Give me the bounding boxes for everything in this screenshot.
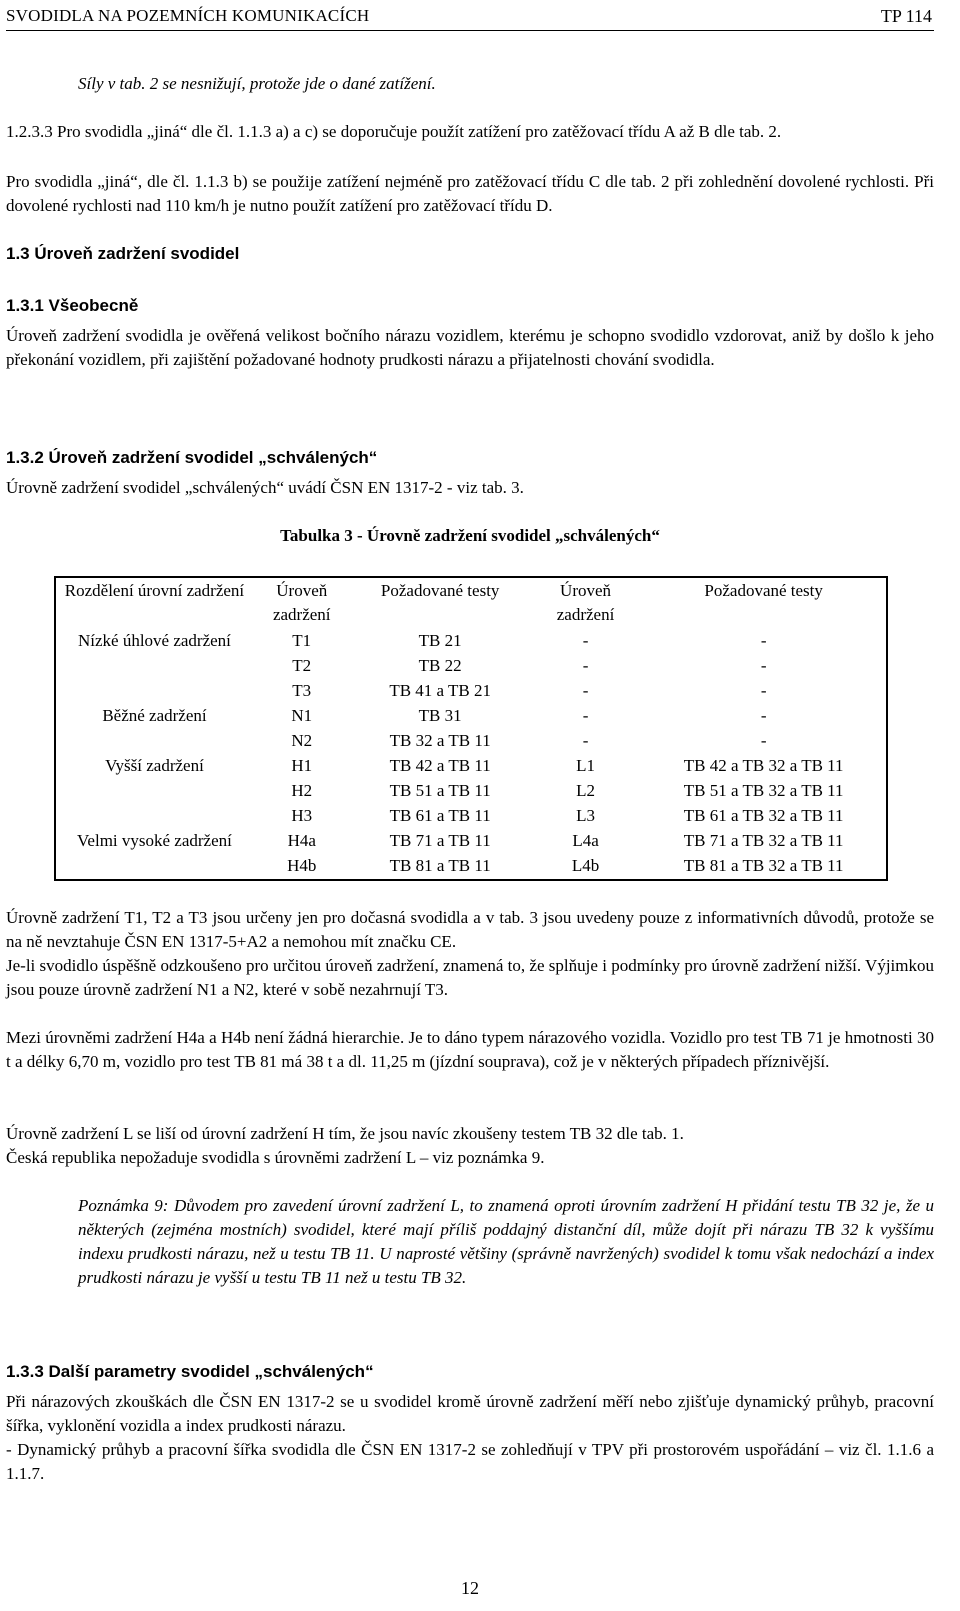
table-cell: - — [760, 656, 767, 675]
table-header-cell: Požadované testy — [704, 581, 823, 600]
table-row — [55, 629, 887, 654]
table-cell: Běžné zadržení — [102, 706, 207, 725]
table-cell — [55, 804, 253, 829]
table-cell: L3 — [576, 806, 595, 825]
table-caption: Tabulka 3 - Úrovně zadržení svodidel „schválených“ — [280, 526, 660, 545]
table-cell: T2 — [292, 656, 312, 675]
table-cell: T3 — [292, 681, 312, 700]
table-row — [55, 754, 887, 779]
table-row — [55, 829, 887, 854]
table-cell: TB 51 a TB 32 a TB 11 — [683, 781, 844, 800]
table-cell: H4b — [287, 856, 317, 875]
paragraph-1233-b: Pro svodidla „jiná“, dle čl. 1.1.3 b) se použije zatížení nejméně pro zatěžovací třídu C dle tab. 2 při zohlednění dovolené rychlosti. Při dovolené rychlosti nad 110 km/h je nutno použít zatížení pro zatěžovací třídu D. — [6, 172, 934, 215]
paragraph-after-table-3: Mezi úrovněmi zadržení H4a a H4b není žádná hierarchie. Je to dáno typem nárazového vozidla. Vozidlo pro test TB 71 je hmotnosti 30 t a délky 6,70 m, vozidlo pro test TB 81 má 38 t a dl. 11,25 m (jízdní souprava), což je v některých případech příznivější. — [6, 1028, 934, 1071]
paragraph-1-3-3-a: Při nárazových zkouškách dle ČSN EN 1317-2 se u svodidel kromě úrovně zadržení měří nebo zjišťuje dynamický průhyb, pracovní šířka, vyklonění vozidla a index prudkosti nárazu. — [6, 1392, 934, 1435]
heading-1-3-3: 1.3.3 Další parametry svodidel „schválených“ — [6, 1362, 374, 1381]
table-header-cell: Požadované testy — [380, 581, 500, 600]
table-cell: TB 22 — [418, 656, 462, 675]
table-cell: TB 81 a TB 11 — [389, 856, 491, 875]
table-cell: - — [760, 706, 767, 725]
table-cell: L4b — [571, 856, 600, 875]
paragraph-1-3-2: Úrovně zadržení svodidel „schválených“ uvádí ČSN EN 1317-2 - viz tab. 3. — [6, 478, 524, 497]
paragraph-1-3-1: Úroveň zadržení svodidla je ověřená velikost bočního nárazu vozidlem, kterému je schopno svodidlo vzdorovat, aniž by došlo k jeho překonání vozidlem, při zajištění požadované hodnoty prudkosti nárazu a přijatelnosti chování svodidla. — [6, 326, 934, 369]
table-cell: N1 — [291, 706, 313, 725]
table-row — [55, 704, 887, 729]
paragraph-after-table-5: Česká republika nepožaduje svodidla s úrovněmi zadržení L – viz poznámka 9. — [6, 1148, 545, 1167]
table-row — [55, 854, 887, 880]
restraint-levels-table — [54, 576, 888, 881]
page-number: 12 — [461, 1578, 479, 1598]
paragraph-1233-a: 1.2.3.3 Pro svodidla „jiná“ dle čl. 1.1.3 a) a c) se doporučuje použít zatížení pro zatěžovací třídu A až B dle tab. 2. — [6, 122, 782, 141]
table-cell — [55, 679, 253, 704]
table-cell: - — [582, 656, 589, 675]
table-header-row — [55, 577, 887, 629]
paragraph-1-3-3-b: - Dynamický průhyb a pracovní šířka svodidla dle ČSN EN 1317-2 se zohledňují v TPV při prostorovém uspořádání – viz čl. 1.1.6 a 1.1.7. — [6, 1440, 934, 1483]
table-cell: - — [582, 681, 589, 700]
table-cell: H2 — [291, 781, 313, 800]
table-header-cell: Rozdělení úrovní zadržení — [64, 581, 245, 600]
table-cell: TB 71 a TB 32 a TB 11 — [683, 831, 844, 850]
table-cell — [55, 779, 253, 804]
table-cell: TB 21 — [418, 631, 462, 650]
heading-1-3: 1.3 Úroveň zadržení svodidel — [6, 244, 240, 263]
table-row — [55, 654, 887, 679]
header-title: SVODIDLA NA POZEMNÍCH KOMUNIKACÍCH — [6, 6, 370, 25]
table-cell: Velmi vysoké zadržení — [77, 831, 232, 850]
table-cell: H3 — [291, 806, 313, 825]
table-cell: H4a — [287, 831, 316, 850]
table-cell: L1 — [576, 756, 595, 775]
table-cell: H1 — [291, 756, 313, 775]
table-cell: - — [760, 681, 767, 700]
table-header-cell: Úroveň zadržení — [272, 581, 331, 624]
table-cell: TB 32 a TB 11 — [389, 731, 491, 750]
table-row — [55, 679, 887, 704]
heading-1-3-1: 1.3.1 Všeobecně — [6, 296, 139, 315]
table-cell: N2 — [291, 731, 313, 750]
table-cell: T1 — [292, 631, 312, 650]
note-9: Poznámka 9: Důvodem pro zavedení úrovní zadržení L, to znamená oproti úrovním zadržení H přidání testu TB 32 je, že u některých (zejména mostních) svodidel, které mají příliš poddajný distanční díl, může dojít při nárazu TB 32 k vyššímu indexu prudkosti nárazu, než u testu TB 11. U naprosté většiny (správně navržených) svodidel k tomu však nedochází a index prudkosti nárazu je vyšší u testu TB 11 než u testu TB 32. — [78, 1196, 934, 1287]
table-cell: TB 71 a TB 11 — [389, 831, 491, 850]
table-cell: - — [582, 706, 589, 725]
paragraph-sily: Síly v tab. 2 se nesnižují, protože jde o dané zatížení. — [78, 74, 436, 93]
table-cell: - — [760, 631, 767, 650]
table-cell: Nízké úhlové zadržení — [77, 631, 231, 650]
paragraph-after-table-4: Úrovně zadržení L se liší od úrovní zadržení H tím, že jsou navíc zkoušeny testem TB 32 dle tab. 1. — [6, 1124, 684, 1143]
table-cell — [55, 654, 253, 679]
table-cell: - — [760, 731, 767, 750]
table-cell: TB 42 a TB 11 — [389, 756, 491, 775]
table-cell: L2 — [576, 781, 595, 800]
table-cell: - — [582, 631, 589, 650]
paragraph-after-table-1: Úrovně zadržení T1, T2 a T3 jsou určeny jen pro dočasná svodidla a v tab. 3 jsou uvedeny pouze z informativních důvodů, protože se na ně nevztahuje ČSN EN 1317-5+A2 a nemohou mít značku CE. — [6, 908, 934, 951]
table-cell: TB 61 a TB 11 — [389, 806, 491, 825]
table-row — [55, 779, 887, 804]
table-row — [55, 729, 887, 754]
table-cell: TB 61 a TB 32 a TB 11 — [683, 806, 844, 825]
heading-1-3-2: 1.3.2 Úroveň zadržení svodidel „schválených“ — [6, 448, 378, 467]
table-cell: Vyšší zadržení — [105, 756, 204, 775]
header-doc-code: TP 114 — [880, 6, 932, 26]
paragraph-after-table-2: Je-li svodidlo úspěšně odzkoušeno pro určitou úroveň zadržení, znamená to, že splňuje i podmínky pro úrovně zadržení nižší. Výjimkou jsou pouze úrovně zadržení N1 a N2, které v sobě nezahrnují T3. — [6, 956, 934, 999]
table-cell — [55, 729, 253, 754]
table-cell: TB 51 a TB 11 — [389, 781, 491, 800]
table-cell: - — [582, 731, 589, 750]
table-cell: TB 41 a TB 21 — [389, 681, 492, 700]
table-cell: TB 81 a TB 32 a TB 11 — [683, 856, 844, 875]
table-cell: L4a — [572, 831, 599, 850]
table-cell — [55, 854, 253, 880]
table-cell: TB 31 — [418, 706, 462, 725]
table-cell: TB 42 a TB 32 a TB 11 — [683, 756, 844, 775]
table-header-cell: Úroveň zadržení — [556, 581, 615, 624]
page-header — [6, 0, 934, 31]
table-row — [55, 804, 887, 829]
